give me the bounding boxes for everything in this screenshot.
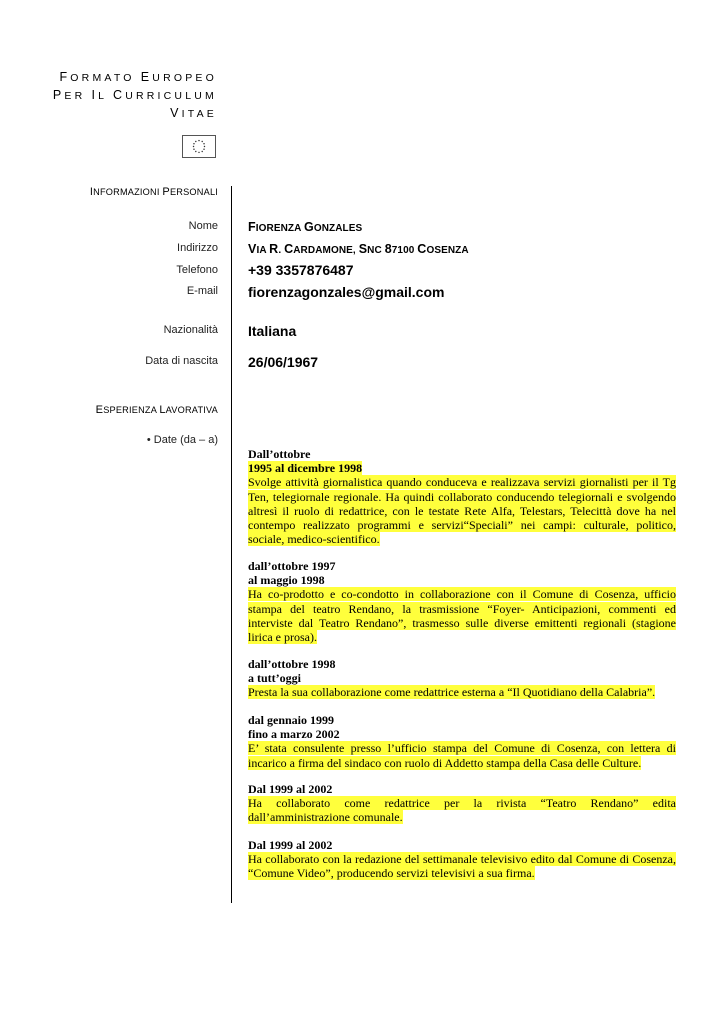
value-data-nascita: 26/06/1967 bbox=[248, 354, 319, 370]
label-nome: Nome bbox=[188, 220, 218, 232]
eu-flag-icon bbox=[182, 135, 216, 158]
cv-title-line-1: FORMATO EUROPEO bbox=[59, 70, 217, 84]
entry-date-start: Dal 1999 al 2002 bbox=[248, 782, 333, 796]
entry-date-start: Dal 1999 al 2002 bbox=[248, 838, 333, 852]
entry-date-start: Dall’ottobre bbox=[248, 447, 311, 461]
column-divider bbox=[231, 186, 232, 903]
experience-entry bbox=[248, 713, 676, 770]
entry-date-start: dall’ottobre 1997 bbox=[248, 559, 336, 573]
entry-description: Ha co-prodotto e co-condotto in collaborazione con il Comune di Cosenza, ufficio stampa del teatro Rendano, la trasmissione “Foyer- Anticipazioni, commenti ed interviste dal Teatro Rendano”, trasmesso sulle diverse emittenti regionali (stagione lirica e prosa). bbox=[248, 587, 676, 645]
entry-description: Svolge attività giornalistica quando conduceva e realizzava servizi giornalisti per il Tg Ten, telegiornale regionale. Ha quindi collaborato conducendo telegiornali e svolgendo altresì il ruolo di redattrice, con le testate Rete Alfa, Telestars, Telecittà dove ha nel contempo realizzato programmi e servizi“Speciali” nei campi: culturale, politico, sociale, medico-scientifico. bbox=[248, 475, 676, 547]
label-data-nascita: Data di nascita bbox=[145, 355, 218, 367]
label-email: E-mail bbox=[186, 285, 218, 297]
label-nazionalita: Nazionalità bbox=[163, 324, 218, 336]
experience-entry bbox=[248, 559, 676, 644]
entry-date-end: al maggio 1998 bbox=[248, 573, 325, 588]
value-nome: FIORENZA GONZALES bbox=[248, 220, 363, 234]
label-telefono: Telefono bbox=[176, 264, 218, 276]
entry-description: E’ stata consulente presso l’ufficio stampa del Comune di Cosenza, con lettera di incarico a firma del sindaco con ruolo di Addetto stampa della Casa delle Culture. bbox=[248, 741, 676, 770]
entry-description: Presta la sua collaborazione come redattrice esterna a “Il Quotidiano della Calabria”. bbox=[248, 685, 656, 700]
experience-entry bbox=[248, 838, 676, 881]
value-email[interactable]: fiorenzagonzales@gmail.com bbox=[248, 284, 445, 300]
label-indirizzo: Indirizzo bbox=[177, 242, 218, 254]
experience-entry bbox=[248, 782, 676, 825]
value-indirizzo: VIA R. CARDAMONE, SNC 87100 COSENZA bbox=[248, 242, 469, 256]
label-date: • Date (da – a) bbox=[146, 434, 218, 446]
entry-description: Ha collaborato come redattrice per la rivista “Teatro Rendano” edita dall’amministrazione comunale. bbox=[248, 796, 676, 825]
cv-title-line-2: PER IL CURRICULUM bbox=[52, 88, 217, 102]
cv-title-line-3: VITAE bbox=[170, 106, 217, 120]
value-nazionalita: Italiana bbox=[248, 323, 297, 339]
experience-entry bbox=[248, 447, 676, 546]
entry-description: Ha collaborato con la redazione del settimanale televisivo edito dal Comune di Cosenza, “Comune Video”, producendo servizi televisivi a sua firma. bbox=[248, 852, 676, 881]
entry-date-start: dall’ottobre 1998 bbox=[248, 657, 336, 671]
section-title-personal: INFORMAZIONI PERSONALI bbox=[89, 186, 218, 198]
section-title-experience: ESPERIENZA LAVORATIVA bbox=[95, 404, 218, 416]
entry-date-end: fino a marzo 2002 bbox=[248, 727, 340, 742]
entry-date-start: dal gennaio 1999 bbox=[248, 713, 335, 727]
entry-date-end: 1995 al dicembre 1998 bbox=[248, 461, 363, 476]
experience-entry bbox=[248, 657, 676, 700]
entry-date-end: a tutt’oggi bbox=[248, 671, 301, 686]
value-telefono: +39 3357876487 bbox=[248, 262, 354, 278]
